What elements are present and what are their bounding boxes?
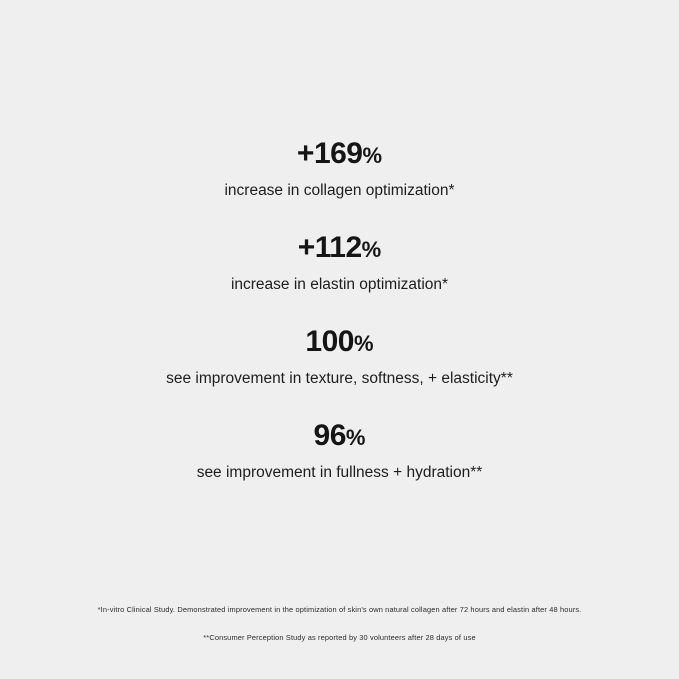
footnotes — [0, 605, 679, 643]
footnote-consumer-study: **Consumer Perception Study as reported by 30 volunteers after 28 days of use — [203, 632, 476, 642]
stat-percent-symbol: % — [362, 143, 383, 168]
stat-number: 100 — [305, 325, 354, 359]
stat-number: +112 — [297, 231, 362, 265]
stat-label: see improvement in texture, softness, + elasticity** — [166, 370, 513, 388]
stat-percent-symbol: % — [345, 425, 366, 451]
stat-percent-symbol: % — [361, 237, 382, 263]
stat-label: increase in elastin optimization* — [230, 276, 449, 294]
stat-value — [197, 418, 483, 454]
stat-item — [231, 230, 448, 295]
stat-item — [197, 418, 483, 483]
stat-value — [231, 230, 448, 266]
stat-value — [224, 136, 454, 172]
stat-label: increase in collagen optimization* — [224, 182, 455, 199]
stat-number: 96 — [313, 419, 346, 453]
stat-number: +169 — [296, 137, 363, 170]
stat-value — [166, 324, 513, 360]
footnote-clinical-study: *In-vitro Clinical Study. Demonstrated improvement in the optimization of skin's own natural collagen after 72 hours and elastin after 48 hours. — [97, 605, 582, 615]
stat-item — [224, 136, 454, 201]
stat-label: see improvement in fullness + hydration** — [196, 464, 483, 482]
stat-percent-symbol: % — [353, 331, 374, 357]
stat-item — [166, 324, 513, 389]
stats-list — [0, 136, 679, 484]
